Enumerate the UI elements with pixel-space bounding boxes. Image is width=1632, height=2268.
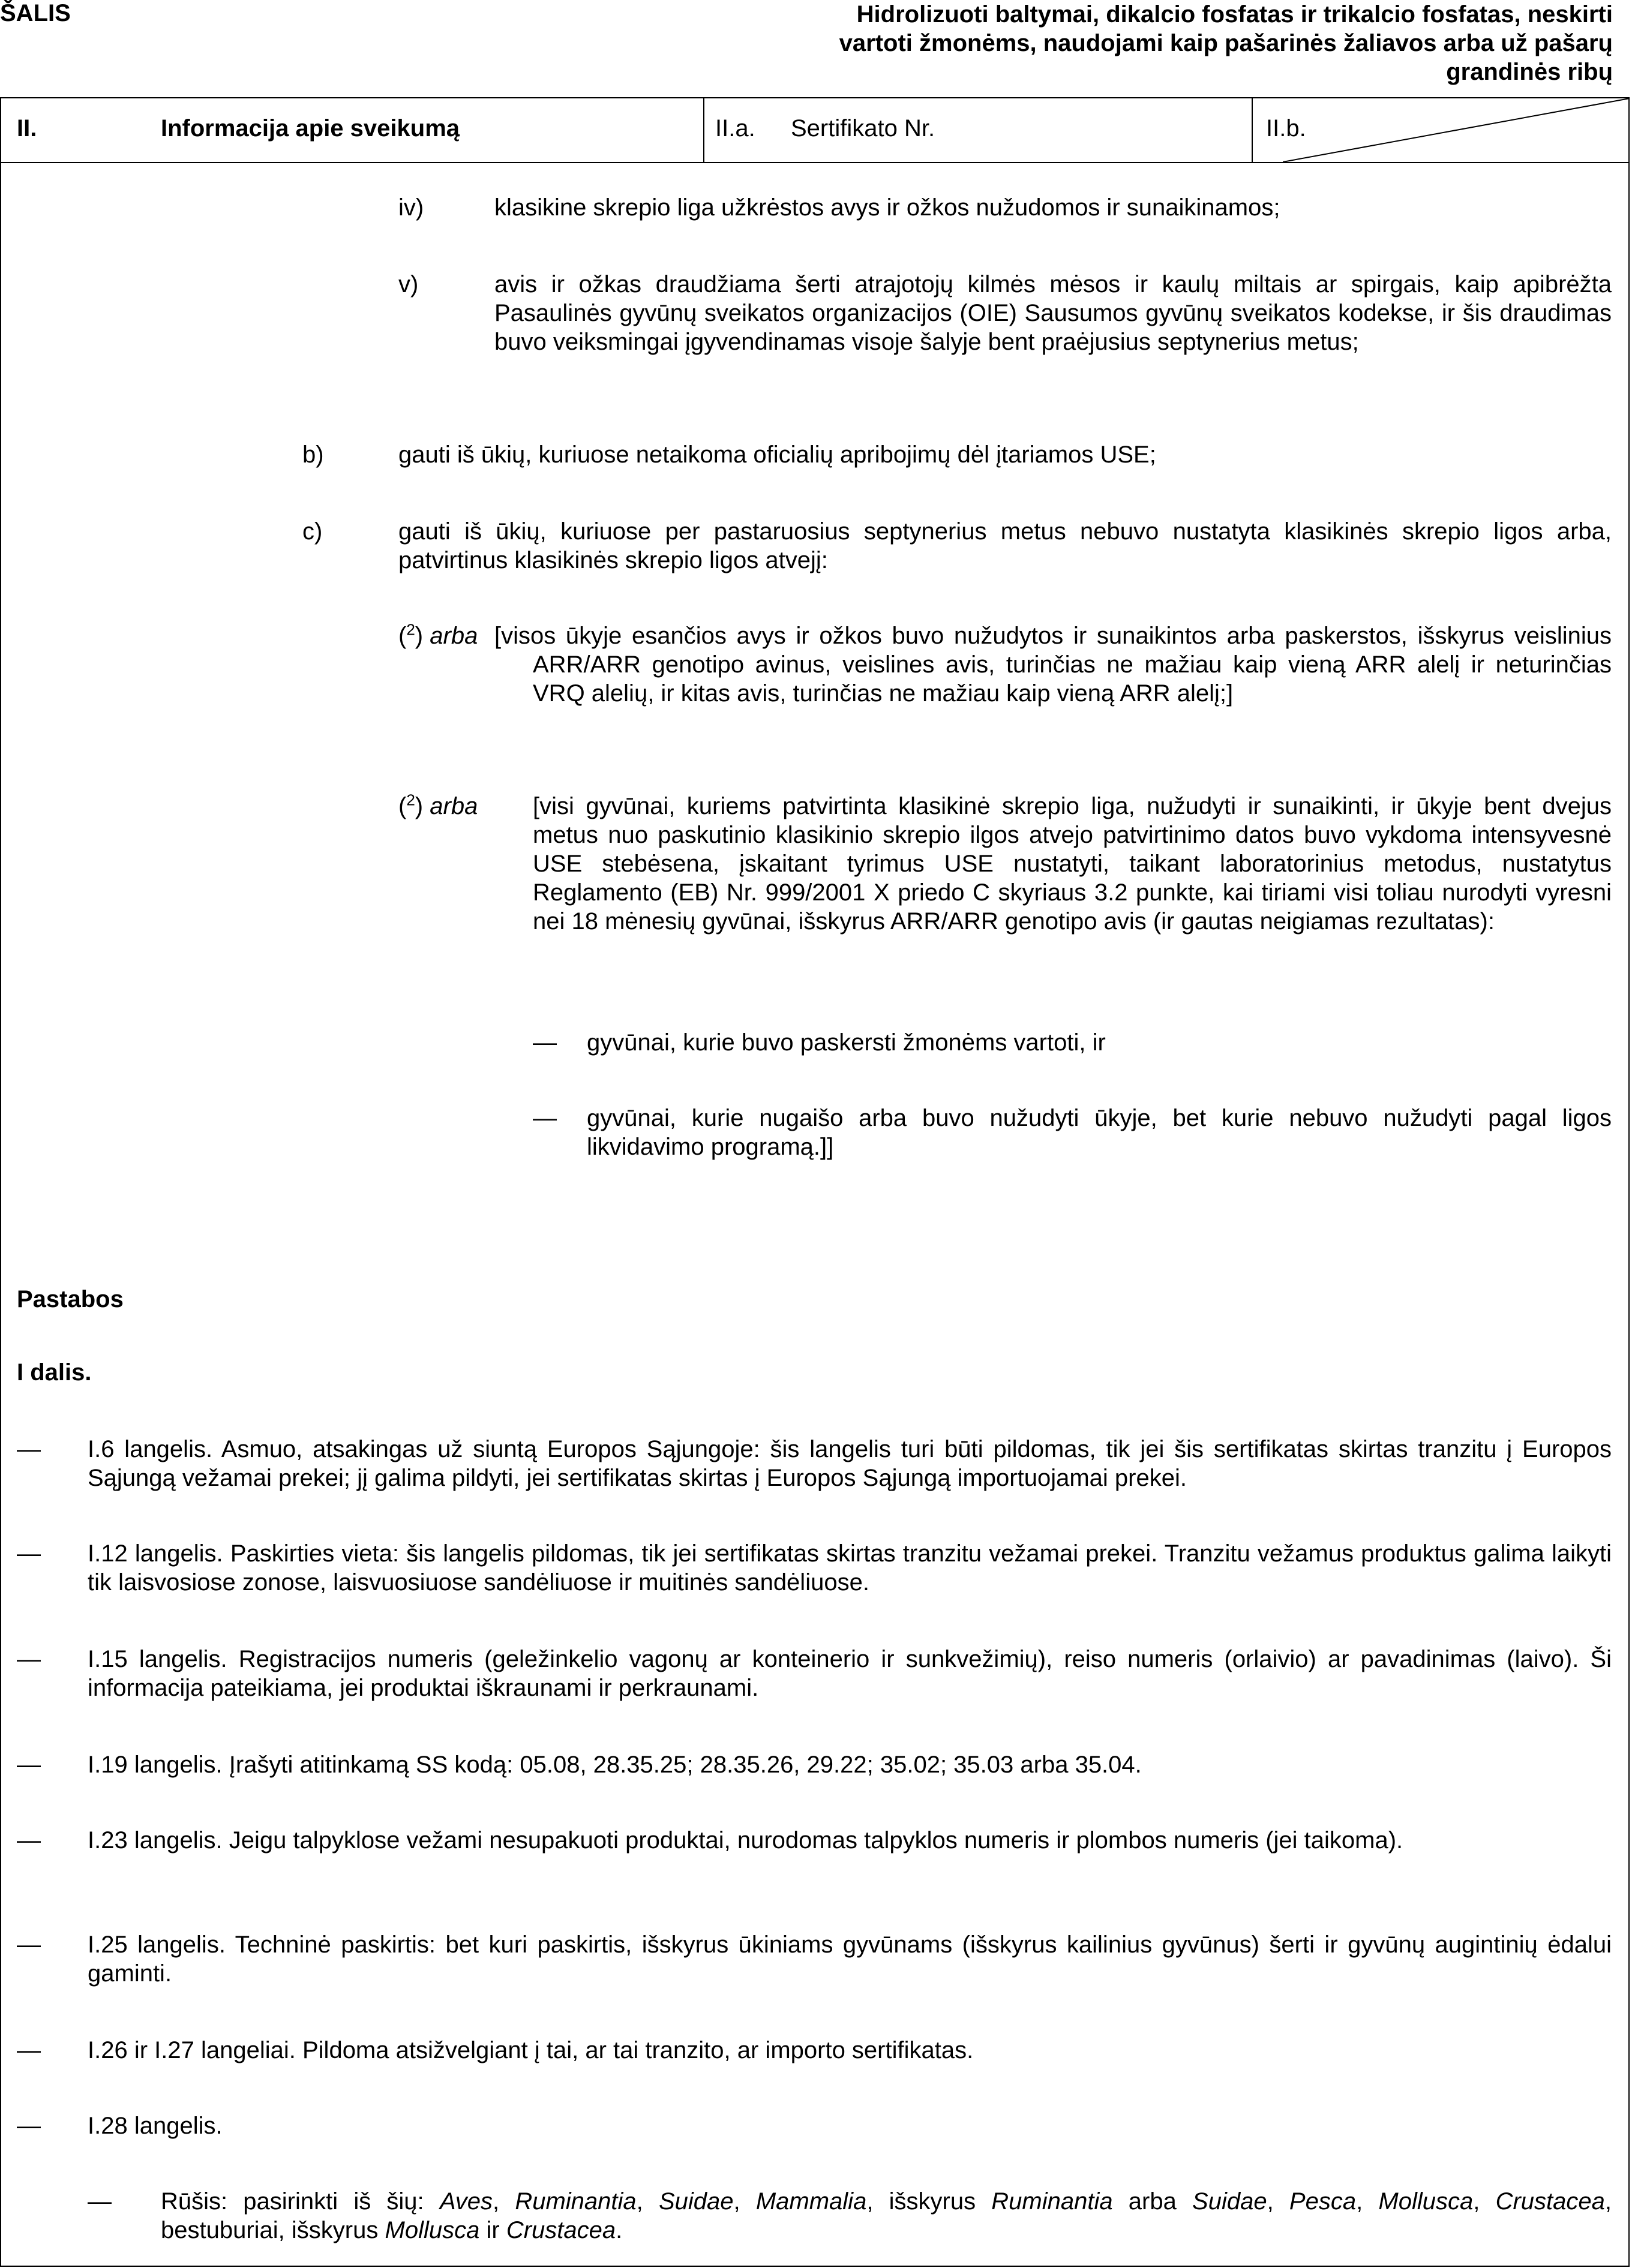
- sub-item-2-text: gyvūnai, kurie nugaišo arba buvo nužudyti ūkyje, bet kurie nebuvo nužudyti pagal ligos likvidavimo programą.]]: [587, 1105, 1612, 1160]
- dash-bullet: —: [533, 1029, 557, 1056]
- dash-bullet: —: [17, 1540, 41, 1567]
- note-species: Rūšis: pasirinkti iš šių: Aves, Ruminantia, Suidae, Mammalia, išskyrus Ruminantia arba Suidae, Pesca, Mollusca, Crustacea, bestuburiai, išskyrus Mollusca ir Crustacea.: [161, 2188, 1612, 2243]
- item-iv-label: iv): [398, 194, 424, 221]
- note-7: I.26 ir I.27 langeliai. Pildoma atsižvelgiant į tai, ar tai tranzito, ar importo sertifikatas.: [88, 2037, 974, 2063]
- item-iv-text: klasikine skrepio liga užkrėstos avys ir ožkos nužudomos ir sunaikinamos;: [494, 194, 1280, 221]
- notes-heading: Pastabos: [17, 1286, 124, 1312]
- header-diagonal-line: [1283, 97, 1631, 163]
- item-v-label: v): [398, 271, 419, 298]
- section-number: II.: [17, 115, 37, 142]
- dash-bullet: —: [17, 1931, 41, 1958]
- footnote-ref: 2: [406, 791, 415, 809]
- notes-part-heading: I dalis.: [17, 1359, 92, 1386]
- dash-bullet: —: [17, 1827, 41, 1854]
- document-title: Hidrolizuoti baltymai, dikalcio fosfatas ir trikalcio fosfatas, neskirti vartoti žmonėms, naudojami kaip pašarinės žaliavos arba už pašarų grandinės ribų: [839, 1, 1613, 85]
- option-2-marker: ($^2$) arba: [398, 791, 478, 819]
- footnote-ref: 2: [406, 620, 415, 639]
- item-c-label: c): [302, 518, 323, 545]
- item-v-text: avis ir ožkas draudžiama šerti atrajotojų kilmės mėsos ir kaulų miltais ar spirgais, kaip apibrėžta Pasaulinės gyvūnų sveikatos organizacijos (OIE) Sausumos gyvūnų sveikatos kodekse, ir šis draudimas buvo veiksmingai įgyvendinamas visoje šalyje bent praėjusius septynerius metus;: [494, 271, 1612, 355]
- ref-code: II.b.: [1266, 115, 1306, 142]
- item-b-label: b): [302, 441, 324, 468]
- note-8: I.28 langelis.: [88, 2113, 223, 2139]
- cert-code: II.a.: [715, 115, 755, 142]
- dash-bullet: —: [17, 1752, 41, 1778]
- item-c-text: gauti iš ūkių, kuriuose per pastaruosius septynerius metus nebuvo nustatyta klasikinės skrepio ligos arba, patvirtinus klasikinės skrepio ligos atvejį:: [398, 518, 1612, 573]
- note-1: I.6 langelis. Asmuo, atsakingas už siuntą Europos Sąjungoje: šis langelis turi būti pildomas, tik jei šis sertifikatas skirtas tranzitu į Europos Sąjungą vežamai prekei; jį galima pildyti, jei sertifikatas skirtas į Europos Sąjungą importuojamai prekei.: [88, 1436, 1612, 1491]
- note-5: I.23 langelis. Jeigu talpyklose vežami nesupakuoti produktai, nurodomas talpyklos numeris ir plombos numeris (jei taikoma).: [88, 1827, 1403, 1854]
- country-label: ŠALIS: [0, 0, 71, 26]
- dash-bullet: —: [17, 1436, 41, 1462]
- header-divider: [1252, 97, 1253, 162]
- option-1-text: [visos ūkyje esančios avys ir ožkos buvo nužudytos ir sunaikintos arba paskerstos, išskyrus veislinius ARR/ARR genotipo avinus, veislines avis, turinčias ne mažiau kaip vieną ARR alelį ir neturinčias VRQ alelių, ir kitas avis, turinčias ne mažiau kaip vieną ARR alelį;]: [494, 623, 1612, 707]
- option-1-marker: ($^2$) arba: [398, 620, 478, 649]
- dash-bullet: —: [17, 1646, 41, 1672]
- table-header-row: [0, 97, 1630, 163]
- dash-bullet: —: [17, 2037, 41, 2063]
- cert-number-label: Sertifikato Nr.: [791, 115, 935, 142]
- dash-bullet: —: [533, 1105, 557, 1131]
- note-2: I.12 langelis. Paskirties vieta: šis langelis pildomas, tik jei sertifikatas skirtas tranzitu vežamai prekei. Tranzitu vežamus produktus galima laikyti tik laisvosiose zonose, laisvuosiuose sandėliuose ir muitinės sandėliuose.: [88, 1540, 1612, 1596]
- note-3: I.15 langelis. Registracijos numeris (geležinkelio vagonų ar konteinerio ir sunkvežimių), reiso numeris (orlaivio) ar pavadinimas (laivo). Ši informacija pateikiama, jei produktai iškraunami ir perkraunami.: [88, 1646, 1612, 1701]
- note-6: I.25 langelis. Techninė paskirtis: bet kuri paskirtis, išskyrus ūkiniams gyvūnams (išskyrus kailinius gyvūnus) šerti ir gyvūnų augintinių ėdalui gaminti.: [88, 1931, 1612, 1987]
- section-title: Informacija apie sveikumą: [161, 115, 460, 142]
- dash-bullet: —: [88, 2188, 112, 2215]
- dash-bullet: —: [17, 2113, 41, 2139]
- sub-item-1-text: gyvūnai, kurie buvo paskersti žmonėms vartoti, ir: [587, 1029, 1106, 1056]
- item-b-text: gauti iš ūkių, kuriuose netaikoma oficialių apribojimų dėl įtariamos USE;: [398, 441, 1156, 468]
- header-divider: [703, 97, 704, 162]
- option-2-text: [visi gyvūnai, kuriems patvirtinta klasikinė skrepio liga, nužudyti ir sunaikinti, ir ūkyje bent dvejus metus nuo paskutinio klasikinio skrepio ilgos atvejo patvirtinimo datos buvo vykdoma intensyvesnė USE stebėsena, įskaitant tyrimus USE nustatyti, taikant laboratorinius metodus, nustatytus Reglamento (EB) Nr. 999/2001 X priedo C skyriaus 3.2 punkte, kai tiriami visi toliau nurodyti vyresni nei 18 mėnesių gyvūnai, išskyrus ARR/ARR genotipo avis (ir gautas neigiamas rezultatas):: [533, 793, 1612, 935]
- note-4: I.19 langelis. Įrašyti atitinkamą SS kodą: 05.08, 28.35.25; 28.35.26, 29.22; 35.02; 35.03 arba 35.04.: [88, 1752, 1142, 1778]
